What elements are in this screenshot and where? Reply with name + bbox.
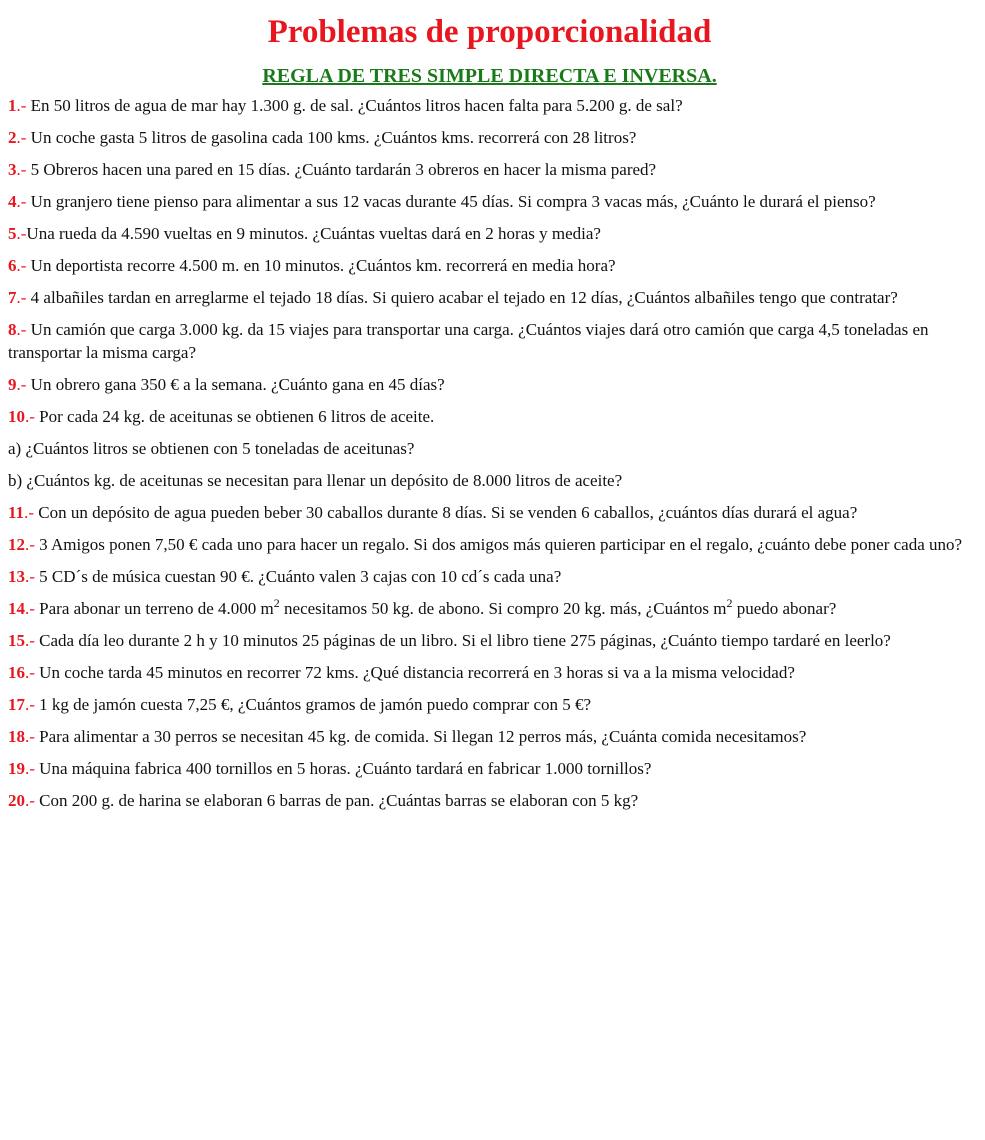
problem-5 [8, 222, 971, 245]
problem-text: Cada día leo durante 2 h y 10 minutos 25 páginas de un libro. Si el libro tiene 275 páginas, ¿Cuánto tiempo tardaré en leerlo? [34, 631, 891, 650]
problem-separator: .- [25, 759, 35, 778]
problem-6 [8, 254, 971, 277]
problem-number: 19 [8, 759, 25, 778]
page-subtitle: REGLA DE TRES SIMPLE DIRECTA E INVERSA. [262, 65, 717, 87]
problem-text-part: necesitamos 50 kg. de abono. Si compro 20 kg. más, ¿Cuántos m [279, 599, 727, 618]
problem-text-part: Para abonar un terreno de 4.000 m [34, 599, 274, 618]
problem-text: Un obrero gana 350 € a la semana. ¿Cuánto gana en 45 días? [26, 375, 445, 394]
worksheet-page [0, 14, 985, 1140]
problem-number: 9 [8, 375, 17, 394]
problem-16 [8, 661, 971, 684]
problem-separator: .- [16, 224, 27, 243]
problem-15 [8, 629, 971, 652]
problem-separator: .- [16, 128, 27, 147]
problem-separator: .- [25, 695, 35, 714]
problem-separator: .- [25, 791, 35, 810]
problem-text: 3 Amigos ponen 7,50 € cada uno para hacer un regalo. Si dos amigos más quieren participar en el regalo, ¿cuánto debe poner cada uno? [34, 535, 963, 554]
problem-number: 12 [8, 535, 25, 554]
problem-separator: .- [25, 535, 35, 554]
problem-text: Un deportista recorre 4.500 m. en 10 minutos. ¿Cuántos km. recorrerá en media hora? [26, 256, 616, 275]
problem-separator: .- [25, 663, 35, 682]
problem-separator: .- [16, 320, 27, 339]
problem-20 [8, 789, 971, 812]
problem-number: 8 [8, 320, 17, 339]
problem-separator: .- [16, 96, 27, 115]
problem-text: Para alimentar a 30 perros se necesitan 45 kg. de comida. Si llegan 12 perros más, ¿Cuánta comida necesitamos? [34, 727, 807, 746]
page-title: Problemas de proporcionalidad [267, 14, 712, 50]
problem-number: 17 [8, 695, 25, 714]
problem-3 [8, 158, 971, 181]
problem-separator: .- [25, 599, 35, 618]
problem-text: Un coche tarda 45 minutos en recorrer 72 kms. ¿Qué distancia recorrerá en 3 horas si va a la misma velocidad? [34, 663, 795, 682]
problem-separator: .- [16, 192, 27, 211]
problem-1 [8, 94, 971, 117]
superscript: 2 [726, 596, 733, 610]
problem-separator: .- [16, 256, 27, 275]
problem-4 [8, 190, 971, 213]
problem-number: 18 [8, 727, 25, 746]
problem-separator: .- [16, 288, 27, 307]
problem-text: Un camión que carga 3.000 kg. da 15 viajes para transportar una carga. ¿Cuántos viajes dará otro camión que carga 4,5 toneladas en transportar la misma carga? [8, 320, 929, 362]
problem-number: 2 [8, 128, 17, 147]
problem-text: Con 200 g. de harina se elaboran 6 barras de pan. ¿Cuántas barras se elaboran con 5 kg? [34, 791, 639, 810]
problem-number: 20 [8, 791, 25, 810]
problem-text: 5 Obreros hacen una pared en 15 días. ¿Cuánto tardarán 3 obreros en hacer la misma pared? [26, 160, 657, 179]
problem-10-part-b: b) ¿Cuántos kg. de aceitunas se necesitan para llenar un depósito de 8.000 litros de aceite? [8, 471, 623, 490]
problem-number: 11 [8, 503, 25, 522]
problem-number: 6 [8, 256, 17, 275]
problem-text: 1 kg de jamón cuesta 7,25 €, ¿Cuántos gramos de jamón puedo comprar con 5 €? [34, 695, 592, 714]
problem-text: Un granjero tiene pienso para alimentar a sus 12 vacas durante 45 días. Si compra 3 vacas más, ¿Cuánto le durará el pienso? [26, 192, 876, 211]
problem-9 [8, 373, 971, 396]
problem-number: 15 [8, 631, 25, 650]
problem-text: 4 albañiles tardan en arreglarme el tejado 18 días. Si quiero acabar el tejado en 12 días, ¿Cuántos albañiles tengo que contratar? [26, 288, 898, 307]
problem-separator: .- [25, 631, 35, 650]
problem-number: 5 [8, 224, 17, 243]
problem-number: 4 [8, 192, 17, 211]
problem-14 [8, 597, 971, 620]
problem-text: Un coche gasta 5 litros de gasolina cada 100 kms. ¿Cuántos kms. recorrerá con 28 litros? [26, 128, 637, 147]
problem-number: 13 [8, 567, 25, 586]
problem-19 [8, 757, 971, 780]
problem-10 [8, 405, 971, 428]
problem-17 [8, 693, 971, 716]
problem-13 [8, 565, 971, 588]
problem-11 [8, 501, 971, 524]
problem-text-part: puedo abonar? [732, 599, 837, 618]
problem-number: 1 [8, 96, 17, 115]
problem-number: 10 [8, 407, 25, 426]
problem-7 [8, 286, 971, 309]
problem-list [8, 94, 971, 812]
problem-12 [8, 533, 971, 556]
problem-number: 7 [8, 288, 17, 307]
problem-text: Por cada 24 kg. de aceitunas se obtienen 6 litros de aceite. [34, 407, 435, 426]
problem-8 [8, 318, 971, 364]
problem-number: 3 [8, 160, 17, 179]
problem-number: 16 [8, 663, 25, 682]
problem-separator: .- [16, 160, 27, 179]
problem-separator: .- [25, 567, 35, 586]
problem-2 [8, 126, 971, 149]
problem-10-part-a: a) ¿Cuántos litros se obtienen con 5 toneladas de aceitunas? [8, 439, 415, 458]
problem-text: Una máquina fabrica 400 tornillos en 5 horas. ¿Cuánto tardará en fabricar 1.000 tornillos? [34, 759, 652, 778]
problem-separator: .- [25, 727, 35, 746]
problem-text: Con un depósito de agua pueden beber 30 caballos durante 8 días. Si se venden 6 caballos, ¿cuántos días durará el agua? [33, 503, 858, 522]
superscript: 2 [273, 596, 280, 610]
problem-18 [8, 725, 971, 748]
problem-text: En 50 litros de agua de mar hay 1.300 g. de sal. ¿Cuántos litros hacen falta para 5.200 g. de sal? [26, 96, 683, 115]
problem-separator: .- [25, 407, 35, 426]
problem-separator: .- [16, 375, 27, 394]
problem-text: 5 CD´s de música cuestan 90 €. ¿Cuánto valen 3 cajas con 10 cd´s cada una? [34, 567, 562, 586]
problem-number: 14 [8, 599, 25, 618]
problem-text: Una rueda da 4.590 vueltas en 9 minutos. ¿Cuántas vueltas dará en 2 horas y media? [26, 224, 601, 243]
problem-separator: .- [24, 503, 34, 522]
